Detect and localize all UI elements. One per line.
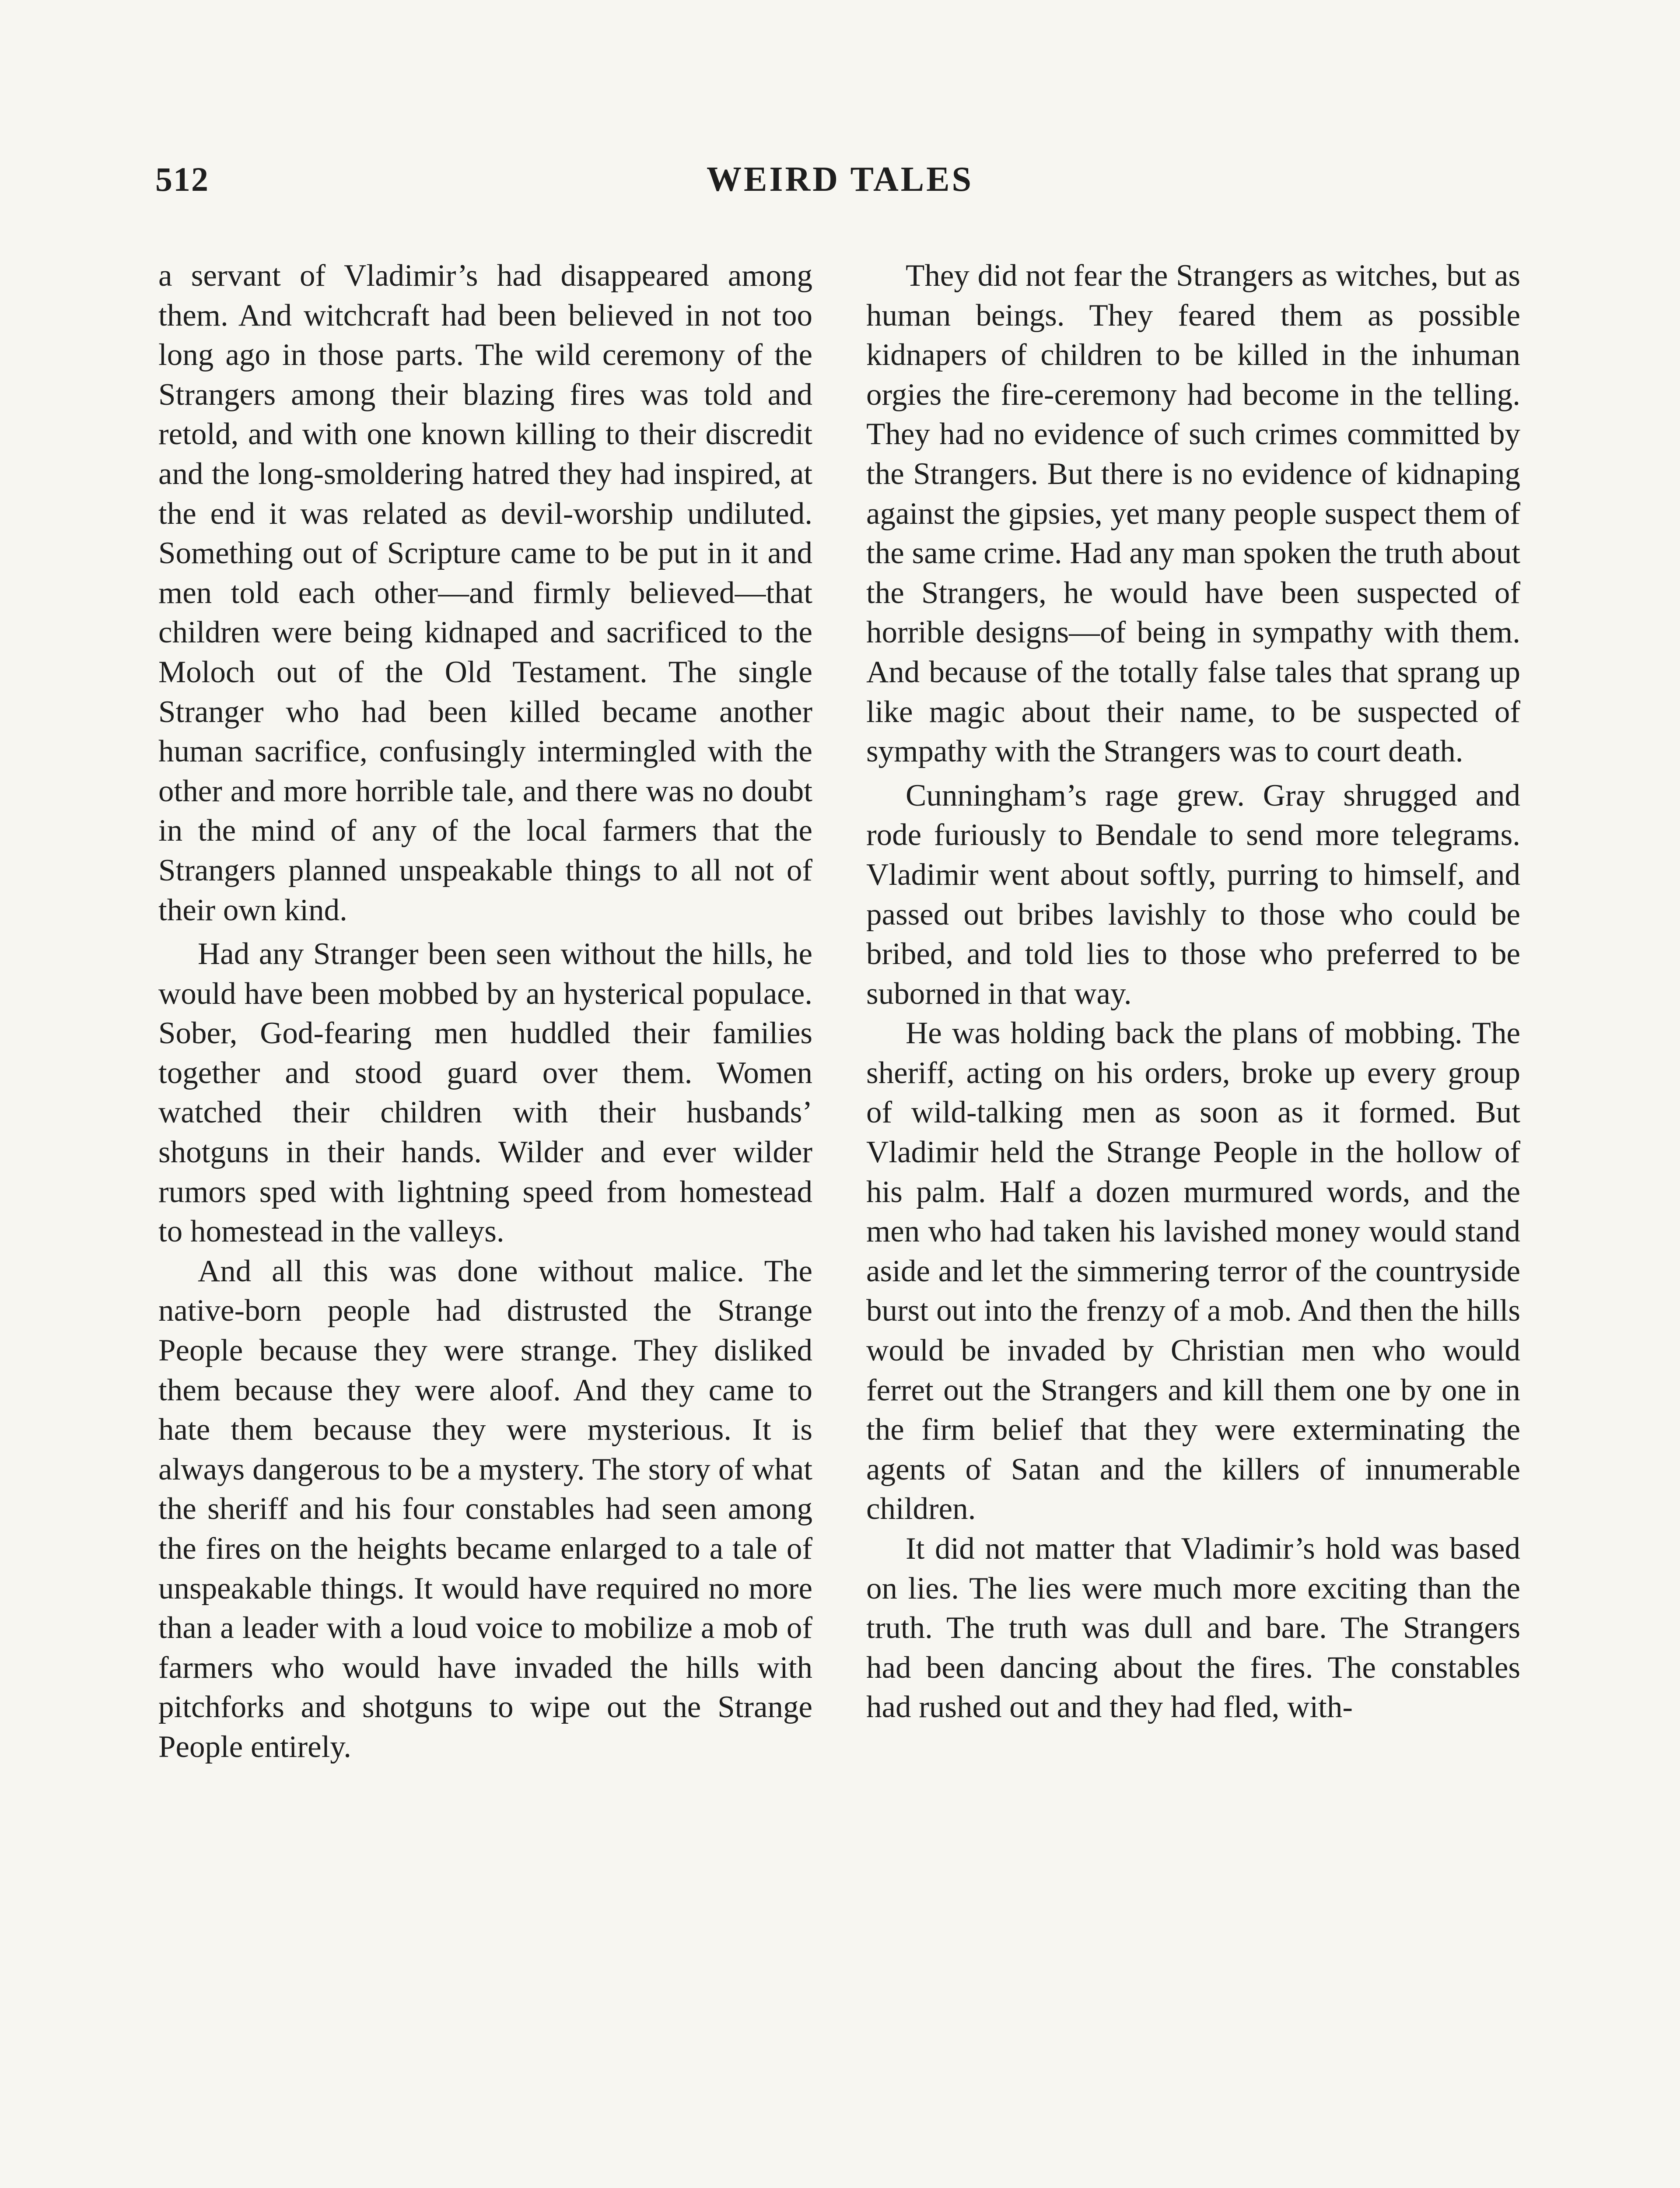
paragraph: Had any Stranger been seen without the hills, he would have been mobbed by an hysterical populace. Sober, God-fearing men huddled their families together and stood guard over them. Women watched their children with their husbands’ shotguns in their hands. Wilder and ever wilder rumors sped with lightning speed from homestead to homestead in the valleys. bbox=[158, 937, 812, 1249]
paragraph: Cunningham’s rage grew. Gray shrugged and rode furiously to Bendale to send more telegrams. Vladimir went about softly, purring to himself, and passed out bribes lavishly to those who could be bribed, and told lies to those who preferred to be suborned in that way. bbox=[866, 778, 1520, 1011]
paragraph: And all this was done without malice. The native-born people had distrusted the Strange People because they were strange. They disliked them because they were aloof. And they came to hate them because they were mysterious. It is always dangerous to be a mystery. The story of what the sheriff and his four constables had seen among the fires on the heights became enlarged to a tale of unspeakable things. It would have required no more than a leader with a loud voice to mobilize a mob of farmers who would have invaded the hills with pitchforks and shotguns to wipe out the Strange People entirely. bbox=[158, 1254, 812, 1764]
running-title: WEIRD TALES bbox=[707, 160, 973, 199]
paragraph: a servant of Vladimir’s had disappeared among them. And witchcraft had been believed in not too long ago in those parts. The wild ceremony of the Strangers among their blazing fires was told and retold, and with one known killing to their discredit and the long-smoldering hatred they had inspired, at the end it was related as devil-worship undiluted. Something out of Scripture came to be put in it and men told each other—and firmly believed—that children were being kidnaped and sacrificed to the Moloch out of the Old Testament. The single Stranger who had been killed became another human sacrifice, confusingly intermingled with the other and more horrible tale, and there was no doubt in the mind of any of the local farmers that the Strangers planned unspeakable things to all not of their own kind. bbox=[158, 259, 812, 927]
page-number: 512 bbox=[155, 160, 209, 198]
paragraph: It did not matter that Vladimir’s hold was based on lies. The lies were much more exciting than the truth. The truth was dull and bare. The Strangers had been dancing about the fires. The constables had rushed out and they had fled, with- bbox=[866, 1532, 1520, 1725]
paragraph: He was holding back the plans of mobbing. The sheriff, acting on his orders, broke up every group of wild-talking men as soon as it formed. But Vladimir held the Strange People in the hollow of his palm. Half a dozen murmured words, and the men who had taken his lavished money would stand aside and let the simmering terror of the countryside burst out into the frenzy of a mob. And then the hills would be invaded by Christian men who would ferret out the Strangers and kill them one by one in the firm belief that they were exterminating the agents of Satan and the killers of innumerable children. bbox=[866, 1016, 1520, 1526]
left-column bbox=[158, 256, 812, 1767]
page-header bbox=[155, 160, 1525, 208]
right-column bbox=[866, 256, 1520, 1727]
paragraph: They did not fear the Strangers as witches, but as human beings. They feared them as possible kidnapers of children to be killed in the inhuman orgies the fire-ceremony had become in the telling. They had no evidence of such crimes committed by the Strangers. But there is no evidence of kidnaping against the gipsies, yet many people suspect them of the same crime. Had any man spoken the truth about the Strangers, he would have been suspected of horrible designs—of being in sympathy with them. And because of the totally false tales that sprang up like magic about their name, to be suspected of sympathy with the Strangers was to court death. bbox=[866, 259, 1520, 769]
